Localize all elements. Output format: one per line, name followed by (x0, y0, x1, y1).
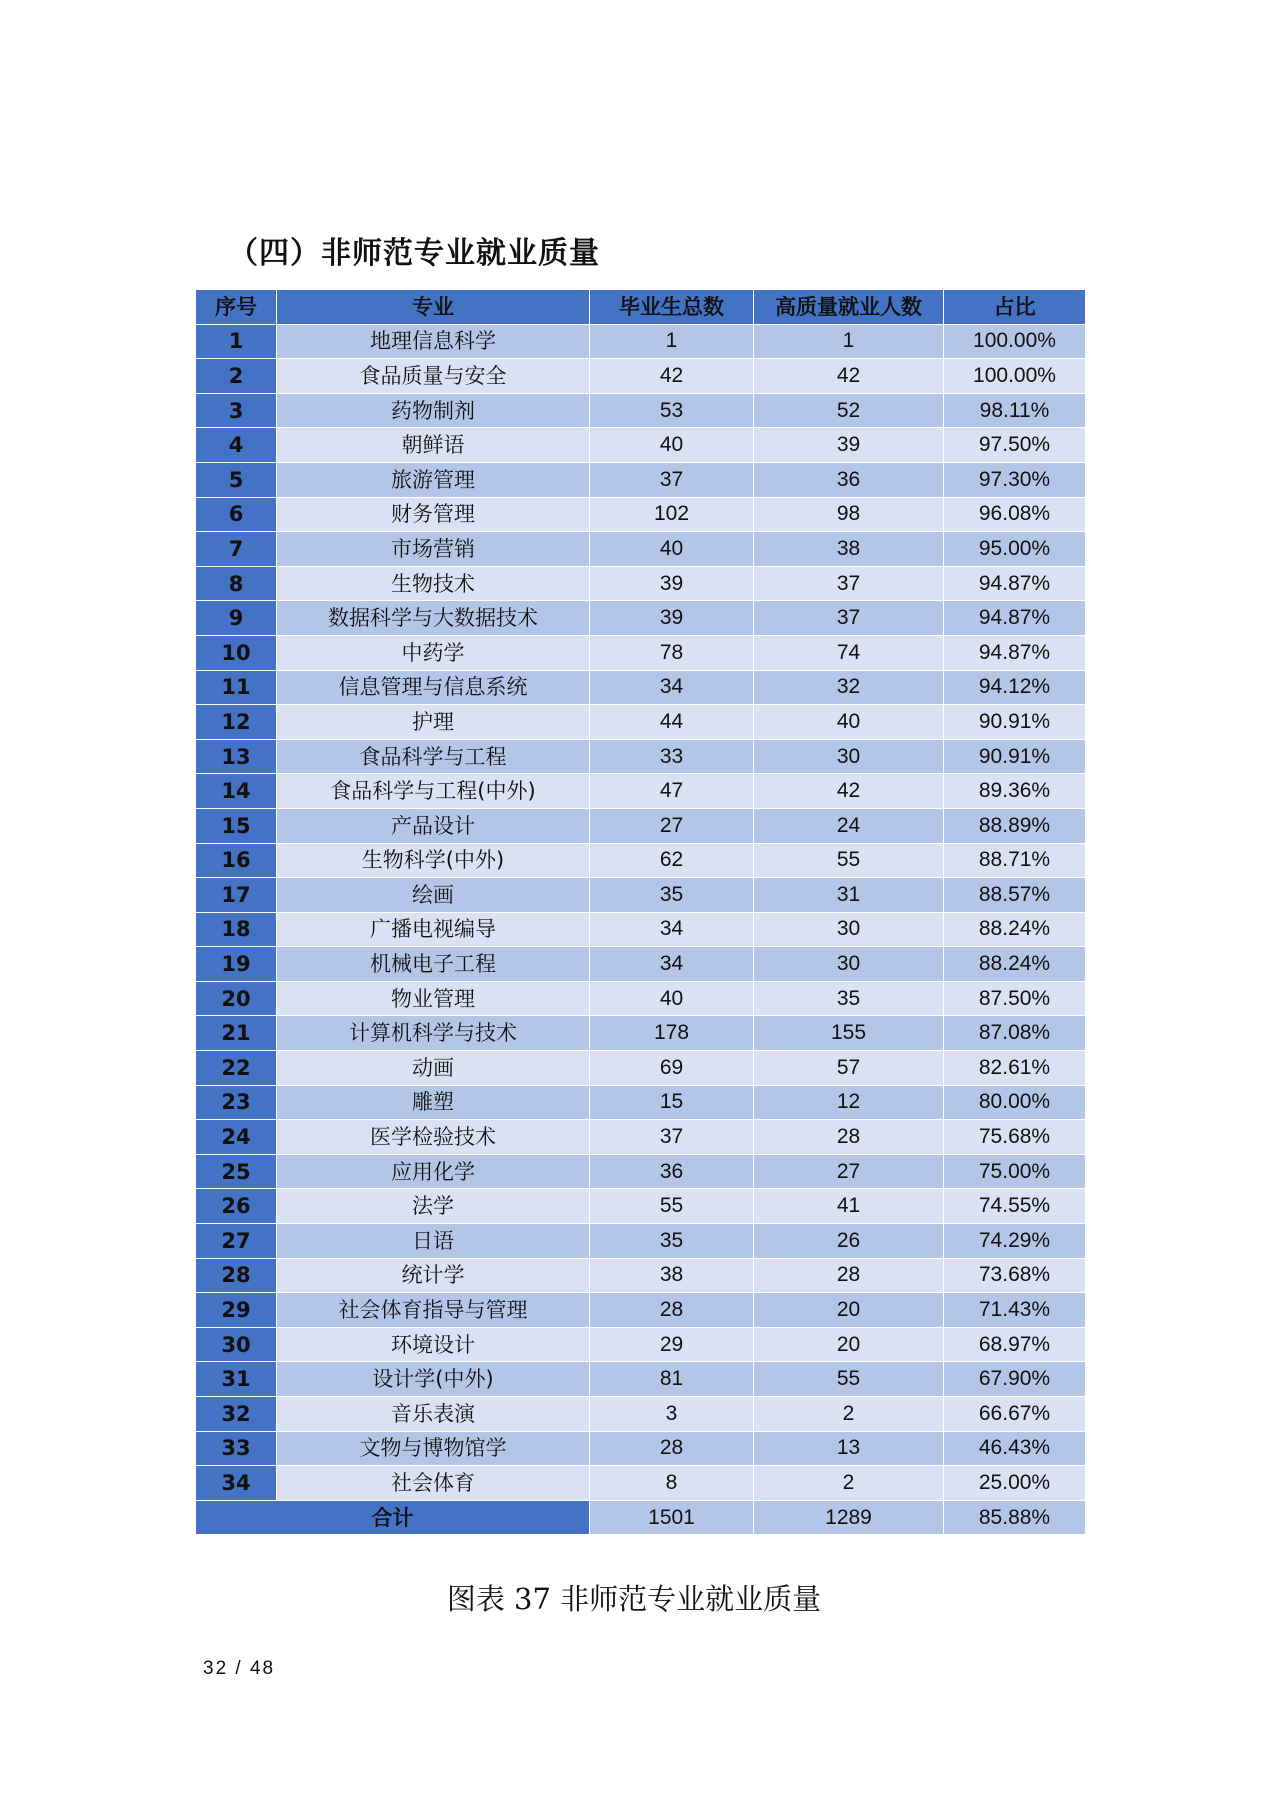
row-graduates: 3 (590, 1397, 754, 1432)
row-seq: 22 (196, 1051, 277, 1086)
row-seq: 18 (196, 912, 277, 947)
row-graduates: 15 (590, 1085, 754, 1120)
table-row (196, 635, 1086, 670)
row-ratio: 88.89% (944, 808, 1086, 843)
row-ratio: 94.12% (944, 670, 1086, 705)
row-ratio: 75.00% (944, 1154, 1086, 1189)
table-row (196, 601, 1086, 636)
row-ratio: 25.00% (944, 1466, 1086, 1501)
row-seq: 16 (196, 843, 277, 878)
row-high-quality: 38 (754, 532, 944, 567)
row-ratio: 100.00% (944, 359, 1086, 394)
table-row (196, 981, 1086, 1016)
row-seq: 3 (196, 393, 277, 428)
row-major: 护理 (277, 705, 590, 740)
table-row (196, 1154, 1086, 1189)
table-row (196, 1051, 1086, 1086)
row-major: 广播电视编导 (277, 912, 590, 947)
row-ratio: 80.00% (944, 1085, 1086, 1120)
row-graduates: 69 (590, 1051, 754, 1086)
row-high-quality: 41 (754, 1189, 944, 1224)
row-major: 财务管理 (277, 497, 590, 532)
table-row (196, 1258, 1086, 1293)
row-major: 环境设计 (277, 1327, 590, 1362)
table-row (196, 324, 1086, 359)
table-row (196, 566, 1086, 601)
table-row (196, 1431, 1086, 1466)
row-seq: 30 (196, 1327, 277, 1362)
row-graduates: 33 (590, 739, 754, 774)
row-graduates: 28 (590, 1293, 754, 1328)
table-row (196, 1466, 1086, 1501)
header-seq: 序号 (196, 290, 277, 325)
row-ratio: 95.00% (944, 532, 1086, 567)
row-seq: 26 (196, 1189, 277, 1224)
row-high-quality: 40 (754, 705, 944, 740)
table-row (196, 1327, 1086, 1362)
row-seq: 21 (196, 1016, 277, 1051)
header-high-quality: 高质量就业人数 (754, 290, 944, 325)
row-major: 文物与博物馆学 (277, 1431, 590, 1466)
row-ratio: 88.24% (944, 912, 1086, 947)
header-graduates: 毕业生总数 (590, 290, 754, 325)
row-major: 社会体育 (277, 1466, 590, 1501)
row-graduates: 34 (590, 947, 754, 982)
row-major: 生物科学(中外) (277, 843, 590, 878)
table-row (196, 428, 1086, 463)
row-ratio: 67.90% (944, 1362, 1086, 1397)
header-ratio: 占比 (944, 290, 1086, 325)
row-high-quality: 30 (754, 947, 944, 982)
table-row (196, 878, 1086, 913)
row-major: 食品质量与安全 (277, 359, 590, 394)
row-ratio: 98.11% (944, 393, 1086, 428)
table-header-row (196, 290, 1086, 325)
row-seq: 27 (196, 1224, 277, 1259)
row-seq: 12 (196, 705, 277, 740)
row-high-quality: 155 (754, 1016, 944, 1051)
total-row (196, 1500, 1086, 1535)
row-seq: 1 (196, 324, 277, 359)
row-graduates: 47 (590, 774, 754, 809)
employment-quality-table (195, 289, 1086, 1535)
row-seq: 32 (196, 1397, 277, 1432)
row-major: 食品科学与工程(中外) (277, 774, 590, 809)
table-row (196, 393, 1086, 428)
row-graduates: 178 (590, 1016, 754, 1051)
row-major: 应用化学 (277, 1154, 590, 1189)
row-graduates: 40 (590, 532, 754, 567)
row-major: 音乐表演 (277, 1397, 590, 1432)
row-major: 计算机科学与技术 (277, 1016, 590, 1051)
row-graduates: 38 (590, 1258, 754, 1293)
row-graduates: 27 (590, 808, 754, 843)
row-ratio: 90.91% (944, 739, 1086, 774)
row-high-quality: 13 (754, 1431, 944, 1466)
row-major: 法学 (277, 1189, 590, 1224)
row-high-quality: 52 (754, 393, 944, 428)
row-major: 设计学(中外) (277, 1362, 590, 1397)
row-major: 数据科学与大数据技术 (277, 601, 590, 636)
row-ratio: 88.24% (944, 947, 1086, 982)
row-major: 机械电子工程 (277, 947, 590, 982)
row-seq: 8 (196, 566, 277, 601)
row-seq: 4 (196, 428, 277, 463)
row-ratio: 94.87% (944, 635, 1086, 670)
row-seq: 28 (196, 1258, 277, 1293)
row-seq: 11 (196, 670, 277, 705)
table-row (196, 774, 1086, 809)
row-graduates: 42 (590, 359, 754, 394)
total-ratio: 85.88% (944, 1500, 1086, 1535)
header-major: 专业 (277, 290, 590, 325)
row-seq: 20 (196, 981, 277, 1016)
row-ratio: 68.97% (944, 1327, 1086, 1362)
row-high-quality: 30 (754, 912, 944, 947)
row-high-quality: 32 (754, 670, 944, 705)
row-graduates: 34 (590, 670, 754, 705)
row-seq: 13 (196, 739, 277, 774)
row-high-quality: 39 (754, 428, 944, 463)
row-ratio: 87.50% (944, 981, 1086, 1016)
row-graduates: 102 (590, 497, 754, 532)
row-major: 旅游管理 (277, 462, 590, 497)
row-seq: 29 (196, 1293, 277, 1328)
row-ratio: 74.55% (944, 1189, 1086, 1224)
row-seq: 2 (196, 359, 277, 394)
row-ratio: 88.57% (944, 878, 1086, 913)
row-graduates: 28 (590, 1431, 754, 1466)
row-seq: 33 (196, 1431, 277, 1466)
row-high-quality: 28 (754, 1120, 944, 1155)
row-major: 社会体育指导与管理 (277, 1293, 590, 1328)
row-high-quality: 37 (754, 601, 944, 636)
row-ratio: 94.87% (944, 601, 1086, 636)
row-seq: 25 (196, 1154, 277, 1189)
row-ratio: 90.91% (944, 705, 1086, 740)
table-row (196, 1085, 1086, 1120)
row-graduates: 36 (590, 1154, 754, 1189)
row-high-quality: 24 (754, 808, 944, 843)
row-ratio: 87.08% (944, 1016, 1086, 1051)
row-major: 产品设计 (277, 808, 590, 843)
row-seq: 9 (196, 601, 277, 636)
row-ratio: 100.00% (944, 324, 1086, 359)
row-ratio: 82.61% (944, 1051, 1086, 1086)
row-major: 雕塑 (277, 1085, 590, 1120)
table-row (196, 1362, 1086, 1397)
row-ratio: 94.87% (944, 566, 1086, 601)
section-title: （四）非师范专业就业质量 (228, 236, 600, 271)
row-ratio: 96.08% (944, 497, 1086, 532)
row-graduates: 34 (590, 912, 754, 947)
row-ratio: 97.30% (944, 462, 1086, 497)
row-high-quality: 55 (754, 843, 944, 878)
row-major: 生物技术 (277, 566, 590, 601)
row-seq: 15 (196, 808, 277, 843)
row-high-quality: 55 (754, 1362, 944, 1397)
row-ratio: 46.43% (944, 1431, 1086, 1466)
row-major: 药物制剂 (277, 393, 590, 428)
row-high-quality: 37 (754, 566, 944, 601)
row-major: 医学检验技术 (277, 1120, 590, 1155)
row-graduates: 62 (590, 843, 754, 878)
row-graduates: 55 (590, 1189, 754, 1224)
row-major: 动画 (277, 1051, 590, 1086)
row-high-quality: 57 (754, 1051, 944, 1086)
figure-caption: 图表 37 非师范专业就业质量 (446, 1582, 822, 1616)
row-graduates: 40 (590, 981, 754, 1016)
row-graduates: 39 (590, 566, 754, 601)
row-major: 食品科学与工程 (277, 739, 590, 774)
table-body (196, 324, 1086, 1500)
total-label: 合计 (196, 1500, 590, 1535)
row-ratio: 97.50% (944, 428, 1086, 463)
row-ratio: 89.36% (944, 774, 1086, 809)
row-major: 绘画 (277, 878, 590, 913)
table-row (196, 947, 1086, 982)
row-major: 信息管理与信息系统 (277, 670, 590, 705)
row-high-quality: 2 (754, 1466, 944, 1501)
table-row (196, 532, 1086, 567)
row-major: 日语 (277, 1224, 590, 1259)
row-graduates: 40 (590, 428, 754, 463)
table-row (196, 1397, 1086, 1432)
row-high-quality: 31 (754, 878, 944, 913)
row-seq: 5 (196, 462, 277, 497)
row-graduates: 35 (590, 878, 754, 913)
row-graduates: 81 (590, 1362, 754, 1397)
row-graduates: 1 (590, 324, 754, 359)
table-row (196, 1189, 1086, 1224)
row-major: 统计学 (277, 1258, 590, 1293)
row-seq: 31 (196, 1362, 277, 1397)
table-row (196, 808, 1086, 843)
row-high-quality: 42 (754, 359, 944, 394)
row-major: 物业管理 (277, 981, 590, 1016)
row-seq: 19 (196, 947, 277, 982)
row-graduates: 53 (590, 393, 754, 428)
row-graduates: 37 (590, 1120, 754, 1155)
row-high-quality: 42 (754, 774, 944, 809)
row-graduates: 37 (590, 462, 754, 497)
row-major: 朝鲜语 (277, 428, 590, 463)
row-seq: 10 (196, 635, 277, 670)
table-row (196, 912, 1086, 947)
row-high-quality: 30 (754, 739, 944, 774)
row-ratio: 71.43% (944, 1293, 1086, 1328)
row-high-quality: 12 (754, 1085, 944, 1120)
table-row (196, 462, 1086, 497)
row-ratio: 66.67% (944, 1397, 1086, 1432)
row-high-quality: 1 (754, 324, 944, 359)
row-graduates: 78 (590, 635, 754, 670)
row-major: 地理信息科学 (277, 324, 590, 359)
row-graduates: 35 (590, 1224, 754, 1259)
table-row (196, 1016, 1086, 1051)
row-ratio: 75.68% (944, 1120, 1086, 1155)
total-high-quality: 1289 (754, 1500, 944, 1535)
row-ratio: 74.29% (944, 1224, 1086, 1259)
row-seq: 24 (196, 1120, 277, 1155)
row-graduates: 44 (590, 705, 754, 740)
row-seq: 23 (196, 1085, 277, 1120)
table-row (196, 739, 1086, 774)
table-row (196, 1224, 1086, 1259)
row-major: 市场营销 (277, 532, 590, 567)
row-high-quality: 35 (754, 981, 944, 1016)
row-high-quality: 2 (754, 1397, 944, 1432)
row-high-quality: 36 (754, 462, 944, 497)
row-seq: 17 (196, 878, 277, 913)
row-seq: 34 (196, 1466, 277, 1501)
table-row (196, 843, 1086, 878)
table-row (196, 670, 1086, 705)
row-seq: 7 (196, 532, 277, 567)
row-high-quality: 20 (754, 1293, 944, 1328)
total-graduates: 1501 (590, 1500, 754, 1535)
row-graduates: 8 (590, 1466, 754, 1501)
row-ratio: 73.68% (944, 1258, 1086, 1293)
page-number: 32 / 48 (203, 1658, 276, 1679)
table-row (196, 1293, 1086, 1328)
row-graduates: 39 (590, 601, 754, 636)
table-row (196, 359, 1086, 394)
row-high-quality: 28 (754, 1258, 944, 1293)
row-high-quality: 74 (754, 635, 944, 670)
table-row (196, 497, 1086, 532)
row-high-quality: 27 (754, 1154, 944, 1189)
row-seq: 6 (196, 497, 277, 532)
row-high-quality: 26 (754, 1224, 944, 1259)
row-major: 中药学 (277, 635, 590, 670)
row-high-quality: 20 (754, 1327, 944, 1362)
row-seq: 14 (196, 774, 277, 809)
row-ratio: 88.71% (944, 843, 1086, 878)
table-row (196, 1120, 1086, 1155)
row-high-quality: 98 (754, 497, 944, 532)
table-row (196, 705, 1086, 740)
row-graduates: 29 (590, 1327, 754, 1362)
